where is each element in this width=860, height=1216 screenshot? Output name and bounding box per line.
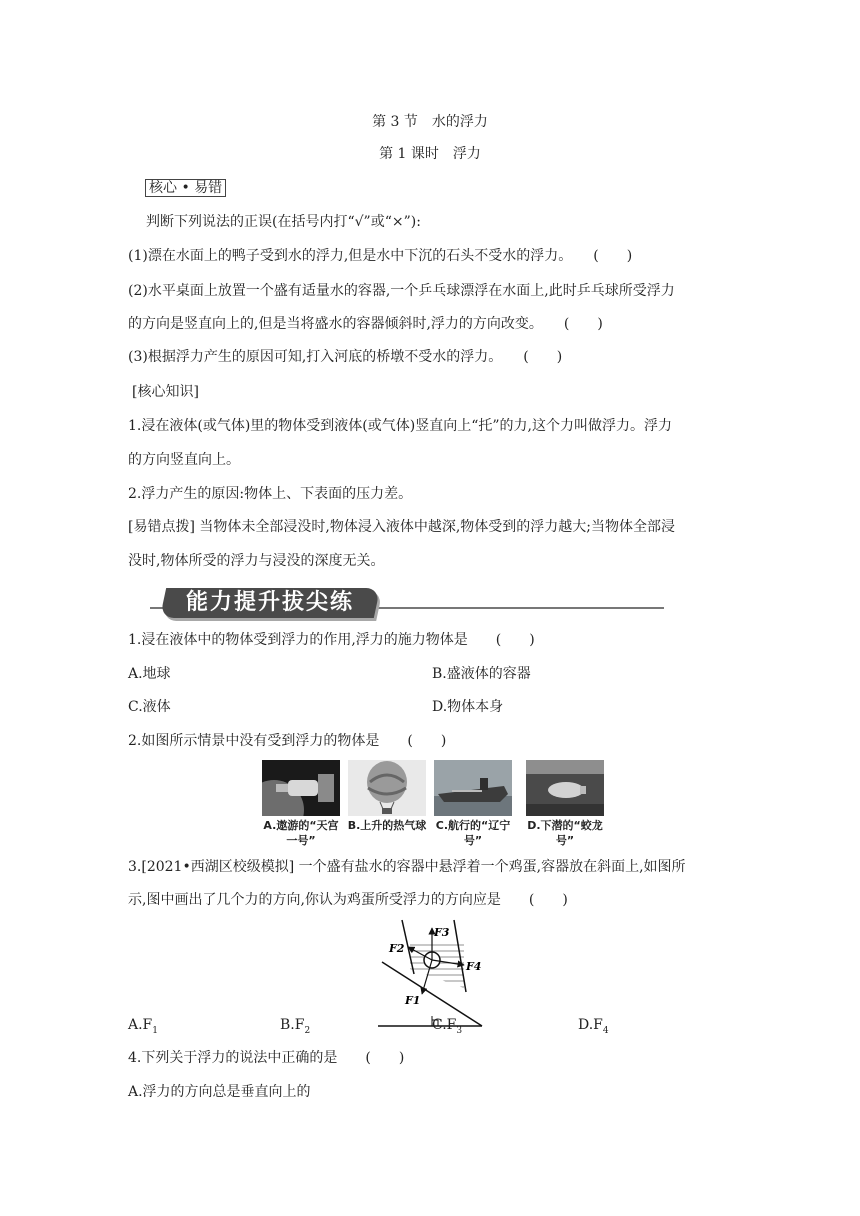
section-tag	[145, 178, 226, 198]
q3-stem-line1: 3.[2021•西湖区校级模拟] 一个盛有盐水的容器中悬浮着一个鸡蛋,容器放在斜面上,如图所	[128, 859, 686, 875]
label-f2: F2	[389, 942, 405, 955]
q3-stem-line2: 示,图中画出了几个力的方向,你认为鸡蛋所受浮力的方向应是 ( )	[128, 892, 568, 908]
photo-aircraft-carrier	[434, 760, 512, 816]
photo-space-station	[262, 760, 340, 816]
knowledge-item-2: 2.浮力产生的原因:物体上、下表面的压力差。	[128, 486, 413, 502]
label-f3: F3	[434, 926, 450, 939]
caption-c: C.航行的“辽宁号”	[435, 819, 511, 847]
q4-stem: 4.下列关于浮力的说法中正确的是 ( )	[128, 1050, 405, 1066]
page-subtitle: 第 1 课时 浮力	[379, 146, 481, 162]
knowledge-item-1-line1: 1.浸在液体(或气体)里的物体受到液体(或气体)竖直向上“托”的力,这个力叫做浮力。浮力	[128, 418, 672, 434]
tip-line2: 没时,物体所受的浮力与浸没的深度无关。	[128, 553, 385, 569]
label-f4: F4	[466, 960, 482, 973]
judge-intro: 判断下列说法的正误(在括号内打“√”或“×”):	[146, 214, 421, 230]
caption-d: D.下潜的“蛟龙号”	[527, 819, 603, 847]
q3-option-b: $B.F_2$	[280, 1017, 311, 1036]
q4-option-a: A.浮力的方向总是垂直向上的	[128, 1084, 311, 1100]
section-tag-label: 核心 • 易错	[145, 179, 226, 197]
label-f1: F1	[405, 994, 421, 1007]
q3-option-d: $D.F_4$	[578, 1017, 609, 1036]
judge-item-1: (1)漂在水面上的鸭子受到水的浮力,但是水中下沉的石头不受水的浮力。 ( )	[128, 248, 633, 264]
tip-line1: [易错点拨] 当物体未全部浸没时,物体浸入液体中越深,物体受到的浮力越大;当物体全部浸	[128, 519, 675, 535]
q1-option-b: B.盛液体的容器	[432, 666, 531, 682]
q1-stem: 1.浸在液体中的物体受到浮力的作用,浮力的施力物体是 ( )	[128, 632, 535, 648]
q1-option-c: C.液体	[128, 699, 171, 715]
judge-item-2-line1: (2)水平桌面上放置一个盛有适量水的容器,一个乒乓球漂浮在水面上,此时乒乓球所受浮力	[128, 283, 675, 299]
knowledge-item-1-line2: 的方向竖直向上。	[128, 452, 240, 468]
q3-option-c: $C.F_3$	[432, 1017, 463, 1036]
caption-b: B.上升的热气球	[347, 819, 427, 832]
q3-option-a: $A.F_1$	[128, 1017, 159, 1036]
q1-option-d: D.物体本身	[432, 699, 504, 715]
caption-a: A.遨游的“天宫一号”	[263, 819, 339, 847]
photo-hot-air-balloon	[348, 760, 426, 816]
q2-stem: 2.如图所示情景中没有受到浮力的物体是 ( )	[128, 733, 447, 749]
q1-option-a: A.地球	[128, 666, 171, 682]
judge-item-2-line2: 的方向是竖直向上的,但是当将盛水的容器倾斜时,浮力的方向改变。 ( )	[128, 316, 603, 332]
photo-submersible	[526, 760, 604, 816]
incline-force-diagram	[372, 912, 488, 1030]
section-banner: 能力提升拔尖练	[185, 590, 354, 615]
judge-item-3: (3)根据浮力产生的原因可知,打入河底的桥墩不受水的浮力。 ( )	[128, 349, 563, 365]
knowledge-heading: [核心知识]	[132, 384, 199, 400]
page-title: 第 3 节 水的浮力	[372, 114, 488, 130]
